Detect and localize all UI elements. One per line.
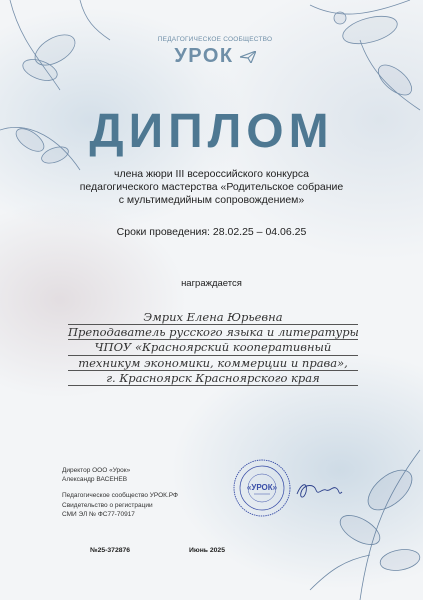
director-name: Александр ВАСЕНЕВ [62, 476, 128, 483]
organization-block [62, 491, 178, 520]
subtitle-line: с мультимедийным сопровождением» [118, 194, 305, 206]
recipient-block [68, 310, 358, 386]
diploma-title: ДИПЛОМ [89, 105, 334, 158]
flower-decoration-top-left [0, 0, 120, 190]
recipient-line: техникум экономики, коммерции и права», [68, 356, 358, 371]
organization-line: Свидетельство о регистрации [62, 501, 153, 509]
logo-name: УРОК [174, 45, 234, 67]
paper-plane-icon [240, 51, 256, 63]
contest-dates: Сроки проведения: 28.02.25 – 04.06.25 [116, 226, 307, 238]
awarded-label: награждается [181, 278, 242, 289]
subtitle-line: педагогического мастерства «Родительское собрание [79, 181, 344, 193]
stamp-center-text: «УРОК» [246, 483, 278, 492]
recipient-name: Эмрих Елена Юрьевна [68, 310, 358, 325]
organization-line: Педагогическое сообщество УРОК.РФ [62, 492, 178, 499]
recipient-line: ЧПОУ «Красноярский кооперативный [68, 340, 358, 355]
recipient-line: Преподаватель русского языка и литературы [68, 325, 359, 340]
logo [155, 36, 275, 68]
recipient-line: г. Красноярск Красноярского края [68, 371, 358, 386]
director-position: Директор ООО «Урок» [62, 467, 131, 474]
diploma-subtitle [60, 168, 363, 207]
organization-line: СМИ ЭЛ № ФС77-70917 [62, 511, 135, 518]
stamp-seal [232, 458, 292, 518]
director-signature [294, 478, 344, 504]
issue-date: Июнь 2025 [189, 547, 225, 554]
flower-decoration-bottom-right [300, 430, 423, 600]
logo-subtitle: ПЕДАГОГИЧЕСКОЕ СООБЩЕСТВО [157, 36, 273, 43]
subtitle-line: члена жюри III всероссийского конкурса [114, 168, 309, 180]
diploma-number: №25-372876 [90, 547, 131, 554]
director-block [62, 466, 130, 484]
